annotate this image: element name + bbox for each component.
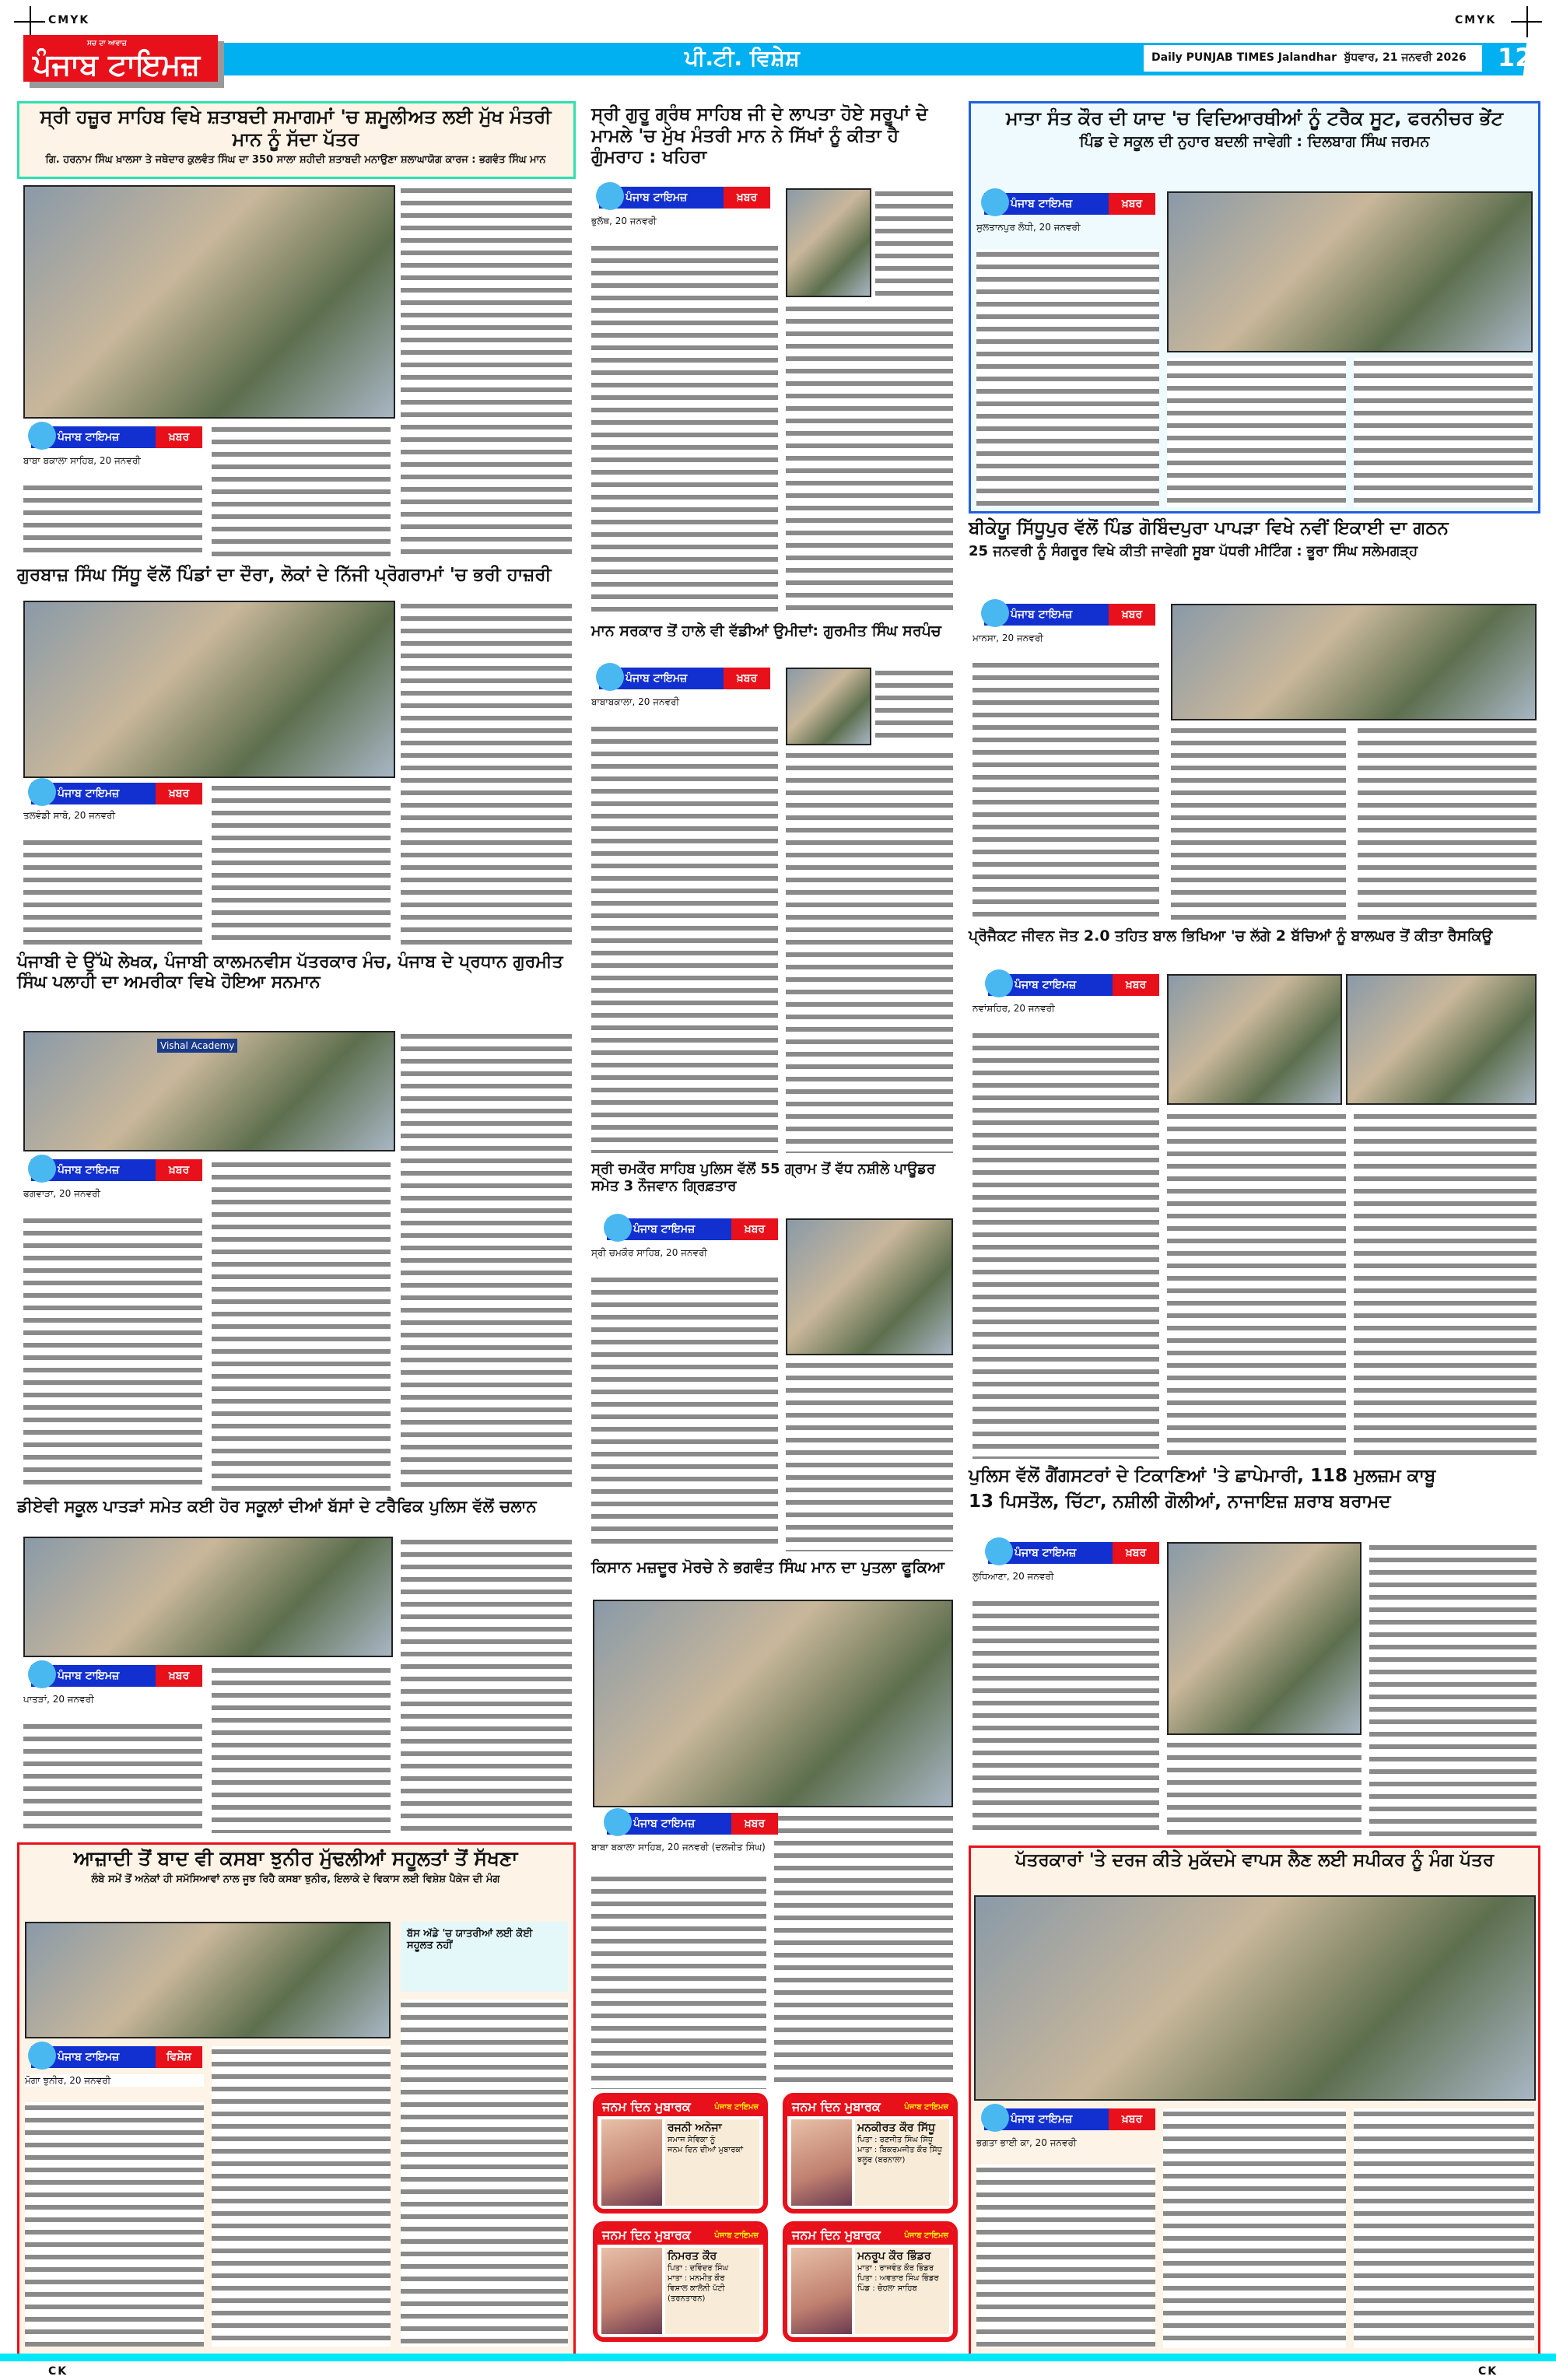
story-dateline: ਮੋਗਾ ਝੁਨੀਰ, 20 ਜਨਵਰੀ	[25, 2074, 204, 2087]
body-text	[786, 750, 953, 1153]
subheadline: ਗਿ. ਹਰਨਾਮ ਸਿੰਘ ਖ਼ਾਲਸਾ ਤੇ ਜਥੇਦਾਰ ਕੁਲਵੰਤ ਸਿੰਘ ਦਾ 350 ਸਾਲਾ ਸ਼ਹੀਦੀ ਸ਼ਤਾਬਦੀ ਮਨਾਉਣਾ ਸ਼ਲਾਘਾਯੋਗ ਕਾਰਜ : ਭਗਵੰਤ ਸਿੰਘ ਮਾਨ	[45, 153, 546, 166]
badge-label: ਵਿਸ਼ੇਸ਼	[156, 2046, 202, 2068]
ad-brand: ਪੰਜਾਬ ਟਾਇਮਜ਼	[904, 2231, 948, 2240]
body-text	[212, 424, 391, 556]
person-name: ਮਨਕੀਰਤ ਕੌਰ ਸਿੱਧੂ	[857, 2122, 935, 2134]
headline: ਸ੍ਰੀ ਹਜ਼ੂਰ ਸਾਹਿਬ ਵਿਖੇ ਸ਼ਤਾਬਦੀ ਸਮਾਗਮਾਂ 'ਚ ਸ਼ਮੂਲੀਅਤ ਲਈ ਮੁੱਖ ਮੰਤਰੀ ਮਾਨ ਨੂੰ ਸੱਦਾ ਪੱਤਰ	[40, 106, 552, 150]
registration-mark	[14, 21, 45, 23]
ad-line: ਮਾਤਾ : ਰਾਜਵੰਤ ਕੌਰ ਭਿੰਡਰ	[857, 2264, 934, 2273]
badge-label: ਖ਼ਬਰ	[1113, 974, 1159, 996]
story-dateline: ਪਾਤੜਾਂ, 20 ਜਨਵਰੀ	[23, 1693, 202, 1705]
body-text	[401, 601, 572, 946]
body-text	[875, 668, 953, 745]
body-text	[972, 1598, 1159, 1838]
headline: ਸ੍ਰੀ ਗੁਰੂ ਗ੍ਰੰਥ ਸਾਹਿਬ ਜੀ ਦੇ ਲਾਪਤਾ ਹੋਏ ਸਰੂਪਾਂ ਦੇ ਮਾਮਲੇ 'ਚ ਮੁੱਖ ਮੰਤਰੀ ਮਾਨ ਨੇ ਸਿੱਖਾਂ ਨੂੰ ਕੀਤਾ ਹੈ ਗੁੰਮਰਾਹ : ਖਹਿਰਾ	[591, 104, 928, 168]
body-text	[23, 837, 202, 946]
subheadline: ਲੰਬੇ ਸਮੇਂ ਤੋਂ ਅਨੇਕਾਂ ਹੀ ਸਮੱਸਿਆਵਾਂ ਨਾਲ ਜੂਝ ਰਿਹੈ ਕਸਬਾ ਝੁਨੀਰ, ਇਲਾਕੇ ਦੇ ਵਿਕਾਸ ਲਈ ਵਿਸ਼ੇਸ਼ ਪੈਕੇਜ ਦੀ ਮੰਗ	[91, 1874, 500, 1885]
badge-brand: ਪੰਜਾਬ ਟਾਇਮਜ਼	[599, 187, 724, 209]
issue-date: ਬੁੱਧਵਾਰ, 21 ਜਨਵਰੀ 2026	[1344, 51, 1467, 64]
badge-brand: ਪੰਜਾਬ ਟਾਇਮਜ਼	[607, 1813, 731, 1835]
body-text	[25, 2102, 204, 2347]
body-text	[972, 1030, 1159, 1459]
headline: ਗੁਰਬਾਜ਼ ਸਿੰਘ ਸਿੱਧੂ ਵੱਲੋਂ ਪਿੰਡਾਂ ਦਾ ਦੌਰਾ, ਲੋਕਾਂ ਦੇ ਨਿੱਜੀ ਪ੍ਰੋਗਰਾਮਾਂ 'ਚ ਭਰੀ ਹਾਜ਼ਰੀ	[17, 565, 552, 585]
ad-line: ਪਿੰਡ : ਚੋਹਲਾ ਸਾਹਿਬ	[857, 2284, 917, 2293]
portrait-photo	[601, 2119, 662, 2206]
story-dateline: ਭਗਤਾ ਭਾਈ ਕਾ, 20 ਜਨਵਰੀ	[976, 2136, 1155, 2149]
story-dateline: ਸ੍ਰੀ ਚਮਕੌਰ ਸਾਹਿਬ, 20 ਜਨਵਰੀ	[591, 1246, 778, 1259]
badge-brand: ਪੰਜਾਬ ਟਾਇਮਜ਼	[599, 668, 724, 689]
news-badge	[988, 1542, 1159, 1564]
badge-brand: ਪੰਜਾਬ ਟਾਇਮਜ਼	[984, 604, 1109, 626]
headline-group	[17, 565, 576, 587]
ad-line: ਪਿਤਾ : ਦਵਿੰਦਰ ਸਿੰਘ	[668, 2264, 729, 2273]
story-photo	[25, 1922, 391, 2038]
badge-brand: ਪੰਜਾਬ ਟਾਇਮਜ਼	[31, 1159, 156, 1181]
body-text	[875, 188, 953, 300]
photo-banner-text: Vishal Academy	[157, 1039, 237, 1053]
badge-label: ਖ਼ਬਰ	[724, 187, 770, 209]
portrait-photo	[601, 2248, 662, 2334]
body-text	[212, 2046, 391, 2347]
news-badge	[31, 783, 202, 804]
subheadline: 25 ਜਨਵਰੀ ਨੂੰ ਸੰਗਰੂਰ ਵਿਖੇ ਕੀਤੀ ਜਾਵੇਗੀ ਸੂਬਾ ਪੱਧਰੀ ਮੀਟਿੰਗ : ਭੂਰਾ ਸਿੰਘ ਸਲੇਮਗੜ੍ਹ	[969, 542, 1418, 559]
body-text	[591, 1874, 766, 2089]
news-badge	[988, 974, 1159, 996]
body-text	[401, 2000, 568, 2347]
body-text	[1163, 2108, 1346, 2348]
subheadline: 13 ਪਿਸਤੌਲ, ਚਿੱਟਾ, ਨਸ਼ੀਲੀ ਗੋਲੀਆਂ, ਨਾਜਾਇਜ਼ ਸ਼ਰਾਬ ਬਰਾਮਦ	[969, 1491, 1391, 1512]
body-text	[401, 1537, 572, 1833]
body-text	[591, 724, 778, 1153]
badge-label: ਖ਼ਬਰ	[156, 1159, 202, 1181]
registration-mark	[1511, 21, 1542, 23]
headline-group	[976, 1850, 1533, 1872]
headline-group	[591, 1161, 953, 1194]
person-name: ਨਿਮਰਤ ਕੌਰ	[668, 2250, 717, 2263]
story-dateline: ਮਾਨਸਾ, 20 ਜਨਵਰੀ	[972, 632, 1159, 644]
dateline-box	[1144, 45, 1482, 72]
headline: ਪੁਲਿਸ ਵੱਲੋਂ ਗੈਂਗਸਟਰਾਂ ਦੇ ਟਿਕਾਣਿਆਂ 'ਤੇ ਛਾਪੇਮਾਰੀ, 118 ਮੁਲਜ਼ਮ ਕਾਬੂ	[969, 1466, 1436, 1486]
newspaper-logo	[23, 35, 218, 82]
headline: ਪੱਤਰਕਾਰਾਂ 'ਤੇ ਦਰਜ ਕੀਤੇ ਮੁਕੱਦਮੇ ਵਾਪਸ ਲੈਣ ਲਈ ਸਪੀਕਰ ਨੂੰ ਮੰਗ ਪੱਤਰ	[1015, 1850, 1495, 1870]
news-badge	[31, 2046, 202, 2068]
ad-line: ਪਿਤਾ : ਅਵਤਾਰ ਸਿੰਘ ਭਿੰਡਰ	[857, 2274, 939, 2283]
headline-group	[591, 104, 953, 169]
badge-brand: ਪੰਜਾਬ ਟਾਇਮਜ਼	[31, 2046, 156, 2068]
news-badge	[31, 1665, 202, 1687]
body-text	[1167, 1111, 1346, 1459]
news-badge	[599, 668, 770, 689]
news-badge	[984, 604, 1155, 626]
story-dateline: ਭੁਲੱਥ, 20 ਜਨਵਰੀ	[591, 215, 778, 227]
paper-name: Daily PUNJAB TIMES Jalandhar	[1151, 51, 1337, 64]
story-photo	[786, 1218, 953, 1355]
badge-label: ਖ਼ਬਰ	[156, 783, 202, 804]
headline-group	[969, 518, 1540, 560]
ad-brand: ਪੰਜਾਬ ਟਾਇਮਜ਼	[904, 2102, 948, 2112]
body-text	[212, 1159, 391, 1491]
cmyk-label-right: CMYK	[1455, 14, 1497, 26]
badge-brand: ਪੰਜਾਬ ਟਾਇਮਜ਼	[984, 193, 1109, 215]
body-text	[1354, 1111, 1537, 1459]
story-photo	[1167, 191, 1533, 352]
story-photo	[1167, 1542, 1362, 1735]
ad-line: ਮਾਤਾ : ਮਨਮੀਤ ਕੌਰ	[668, 2274, 725, 2283]
story-dateline: ਬਾਬਾ ਬਕਾਲਾ ਸਾਹਿਬ, 20 ਜਨਵਰੀ (ਦਲਜੀਤ ਸਿੰਘ)	[591, 1842, 766, 1852]
portrait-photo	[791, 2119, 852, 2206]
headline: ਸ੍ਰੀ ਚਮਕੌਰ ਸਾਹਿਬ ਪੁਲਿਸ ਵੱਲੋਂ 55 ਗ੍ਰਾਮ ਤੋਂ ਵੱਧ ਨਸ਼ੀਲੇ ਪਾਊਡਰ ਸਮੇਤ 3 ਨੌਜਵਾਨ ਗ੍ਰਿਫ਼ਤਾਰ	[591, 1161, 936, 1194]
news-badge	[984, 193, 1155, 215]
ad-title: ਜਨਮ ਦਿਨ ਮੁਬਾਰਕ	[602, 2099, 691, 2114]
birthday-ad	[783, 2093, 958, 2214]
birthday-ad	[783, 2221, 958, 2342]
badge-label: ਖ਼ਬਰ	[724, 668, 770, 689]
headline-group	[17, 952, 576, 994]
badge-label: ਖ਼ਬਰ	[156, 1665, 202, 1687]
badge-label: ਖ਼ਬਰ	[1109, 2108, 1155, 2130]
story-photo	[593, 1600, 953, 1807]
story-photo	[23, 601, 395, 778]
ck-label-left: CK	[48, 2365, 68, 2378]
cmyk-label-left: CMYK	[48, 14, 90, 26]
news-badge	[599, 187, 770, 209]
headline-group	[969, 1466, 1540, 1512]
body-text	[1167, 358, 1346, 507]
story-photo	[23, 1031, 395, 1151]
body-text	[591, 243, 778, 618]
headline: ਡੀਏਵੀ ਸਕੂਲ ਪਾਤੜਾਂ ਸਮੇਤ ਕਈ ਹੋਰ ਸਕੂਲਾਂ ਦੀਆਂ ਬੱਸਾਂ ਦੇ ਟਰੈਫਿਕ ਪੁਲਿਸ ਵੱਲੋਂ ਚਲਾਨ	[17, 1497, 537, 1516]
logo-tagline: ਸਚ ਦਾ ਆਵਾਜ਼	[87, 40, 127, 47]
news-badge	[31, 426, 202, 448]
body-text	[23, 482, 202, 556]
badge-label: ਖ਼ਬਰ	[731, 1218, 778, 1240]
ad-title: ਜਨਮ ਦਿਨ ਮੁਬਾਰਕ	[792, 2099, 881, 2114]
news-badge	[31, 1159, 202, 1181]
story-dateline: ਬਾਬਾ ਬਕਾਲਾ ਸਾਹਿਬ, 20 ਜਨਵਰੀ	[23, 454, 202, 467]
headline-group	[17, 1497, 576, 1516]
ck-label-right: CK	[1478, 2365, 1498, 2378]
badge-brand: ਪੰਜਾਬ ਟਾਇਮਜ਼	[31, 1665, 156, 1687]
badge-brand: ਪੰਜਾਬ ਟਾਇਮਜ਼	[984, 2108, 1109, 2130]
body-text	[1358, 725, 1537, 921]
ad-brand: ਪੰਜਾਬ ਟਾਇਮਜ਼	[714, 2231, 759, 2240]
person-name: ਮਨਰੂਪ ਕੌਰ ਭਿੰਡਰ	[857, 2250, 931, 2263]
ad-title: ਜਨਮ ਦਿਨ ਮੁਬਾਰਕ	[792, 2228, 881, 2242]
page-number: 12	[1498, 43, 1533, 72]
body-text	[401, 1031, 572, 1491]
story-photo	[1171, 604, 1537, 720]
badge-brand: ਪੰਜਾਬ ਟਾਇਮਜ਼	[988, 1542, 1113, 1564]
body-text	[786, 1360, 953, 1551]
ad-line: ਪਿਤਾ : ਰਣਜੀਤ ਸਿੰਘ ਸਿੱਧੂ	[857, 2136, 934, 2144]
body-text	[23, 1721, 202, 1833]
body-text	[774, 1813, 953, 2089]
news-badge	[607, 1813, 778, 1835]
body-text	[972, 660, 1159, 921]
story-dateline: ਲੁਧਿਆਣਾ, 20 ਜਨਵਰੀ	[972, 1570, 1159, 1583]
badge-label: ਖ਼ਬਰ	[1113, 1542, 1159, 1564]
headline-group	[23, 1847, 568, 1886]
body-text	[1369, 1542, 1537, 1838]
headline: ਮਾਨ ਸਰਕਾਰ ਤੋਂ ਹਾਲੇ ਵੀ ਵੱਡੀਆਂ ਉਮੀਦਾਂ: ਗੁਰਮੀਤ ਸਿੰਘ ਸਰਪੰਚ	[591, 622, 941, 640]
body-text	[401, 185, 572, 556]
story-photo	[1167, 974, 1342, 1105]
badge-label: ਖ਼ਬਰ	[1109, 193, 1155, 215]
headline-group	[23, 106, 568, 166]
badge-brand: ਪੰਜਾਬ ਟਾਇਮਜ਼	[988, 974, 1113, 996]
headline: ਮਾਤਾ ਸੰਤ ਕੌਰ ਦੀ ਯਾਦ 'ਚ ਵਿਦਿਆਰਥੀਆਂ ਨੂੰ ਟਰੈਕ ਸੂਟ, ਫਰਨੀਚਰ ਭੇਂਟ	[1005, 107, 1503, 129]
body-text	[1167, 1740, 1362, 1838]
ad-line: ਮਾਤਾ : ਬਿਕਰਮਜੀਤ ਕੌਰ ਸਿੱਧੂ	[857, 2146, 942, 2154]
logo-text: ਪੰਜਾਬ ਟਾਇਮਜ਼	[33, 47, 201, 82]
body-text	[976, 2164, 1155, 2348]
story-photo	[23, 1537, 393, 1657]
ad-title: ਜਨਮ ਦਿਨ ਮੁਬਾਰਕ	[602, 2228, 691, 2242]
story-photo	[974, 1895, 1536, 2101]
body-text	[1354, 2108, 1534, 2348]
body-text	[1354, 358, 1533, 507]
story-dateline: ਨਵਾਂਸ਼ਹਿਰ, 20 ਜਨਵਰੀ	[972, 1002, 1159, 1015]
section-title: ਪੀ.ਟੀ. ਵਿਸ਼ੇਸ਼	[685, 45, 800, 71]
ad-line: ਸਮਾਜ ਸੇਵਿਕਾ ਨੂੰ	[668, 2136, 716, 2144]
headline-group	[591, 622, 957, 640]
headline-group	[591, 1558, 957, 1576]
headline: ਪ੍ਰੋਜੈਕਟ ਜੀਵਨ ਜੋਤ 2.0 ਤਹਿਤ ਬਾਲ ਭਿਖਿਆ 'ਚ ਲੱਗੇ 2 ਬੱਚਿਆਂ ਨੂੰ ਬਾਲਘਰ ਤੋਂ ਕੀਤਾ ਰੈਸਕਿਊ	[969, 927, 1493, 945]
headline: ਕਿਸਾਨ ਮਜ਼ਦੂਰ ਮੋਰਚੇ ਨੇ ਭਗਵੰਤ ਸਿੰਘ ਮਾਨ ਦਾ ਪੁਤਲਾ ਫੂਕਿਆ	[591, 1558, 944, 1576]
news-badge	[607, 1218, 778, 1240]
subheadline: ਪਿੰਡ ਦੇ ਸਕੂਲ ਦੀ ਨੁਹਾਰ ਬਦਲੀ ਜਾਵੇਗੀ : ਦਿਲਬਾਗ ਸਿੰਘ ਜਰਮਨ	[1079, 132, 1430, 150]
badge-label: ਖ਼ਬਰ	[731, 1813, 778, 1835]
badge-brand: ਪੰਜਾਬ ਟਾਇਮਜ਼	[31, 783, 156, 804]
story-photo	[786, 188, 871, 297]
body-text	[1171, 725, 1346, 921]
body-text	[212, 783, 391, 946]
story-photo	[23, 185, 395, 419]
headline-group	[976, 107, 1533, 152]
story-photo	[1346, 974, 1537, 1105]
story-photo	[786, 668, 871, 745]
body-text	[23, 1215, 202, 1491]
badge-brand: ਪੰਜਾਬ ਟਾਇਮਜ਼	[31, 426, 156, 448]
story-dateline: ਸੁਲਤਾਨਪੁਰ ਲੋਧੀ, 20 ਜਨਵਰੀ	[976, 221, 1159, 233]
body-text	[591, 1274, 778, 1551]
ad-line: ਵਿਸ਼ਾਲ ਕਾਲੋਨੀ ਪੱਟੀ (ਤਰਨਤਾਰਨ)	[668, 2284, 725, 2303]
portrait-photo	[791, 2248, 852, 2334]
birthday-ad	[593, 2221, 768, 2342]
body-text	[212, 1665, 391, 1833]
badge-label: ਖ਼ਬਰ	[156, 426, 202, 448]
headline-group	[969, 927, 1540, 945]
story-dateline: ਤਲਵੰਡੀ ਸਾਬੋ, 20 ਜਨਵਰੀ	[23, 809, 202, 822]
body-text	[786, 303, 953, 618]
person-name: ਰਜਨੀ ਅਨੇਜਾ	[668, 2122, 722, 2134]
headline: ਪੰਜਾਬੀ ਦੇ ਉੱਘੇ ਲੇਖਕ, ਪੰਜਾਬੀ ਕਾਲਮਨਵੀਸ ਪੱਤਰਕਾਰ ਮੰਚ, ਪੰਜਾਬ ਦੇ ਪ੍ਰਧਾਨ ਗੁਰਮੀਤ ਸਿੰਘ ਪਲਾਹੀ ਦਾ ਅਮਰੀਕਾ ਵਿਖੇ ਹੋਇਆ ਸਨਮਾਨ	[17, 952, 563, 993]
footer-band	[0, 2354, 1556, 2361]
headline: ਬੀਕੇਯੂ ਸਿੱਧੂਪੁਰ ਵੱਲੋਂ ਪਿੰਡ ਗੋਬਿੰਦਪੁਰਾ ਪਾਪੜਾ ਵਿਖੇ ਨਵੀਂ ਇਕਾਈ ਦਾ ਗਠਨ	[969, 518, 1449, 538]
story-dateline: ਫਗਵਾੜਾ, 20 ਜਨਵਰੀ	[23, 1187, 202, 1200]
birthday-ad	[593, 2093, 768, 2214]
headline: ਆਜ਼ਾਦੀ ਤੋਂ ਬਾਦ ਵੀ ਕਸਬਾ ਝੁਨੀਰ ਮੁੱਢਲੀਆਂ ਸਹੂਲਤਾਂ ਤੋਂ ਸੱਖਣਾ	[73, 1847, 518, 1870]
ad-brand: ਪੰਜਾਬ ਟਾਇਮਜ਼	[714, 2102, 759, 2112]
badge-label: ਖ਼ਬਰ	[1109, 604, 1155, 626]
ad-line: ਝਲੂਰ (ਬਰਨਾਲਾ)	[857, 2156, 906, 2164]
story-dateline: ਬਾਬਾਬਕਾਲਾ, 20 ਜਨਵਰੀ	[591, 696, 778, 708]
ad-line: ਜਨਮ ਦਿਨ ਦੀਆਂ ਮੁਬਾਰਕਾਂ	[668, 2146, 744, 2154]
badge-brand: ਪੰਜਾਬ ਟਾਇਮਜ਼	[607, 1218, 731, 1240]
callout-box: ਬੱਸ ਅੱਡੇ 'ਚ ਯਾਤਰੀਆਂ ਲਈ ਕੋਈ ਸਹੂਲਤ ਨਹੀਂ	[401, 1922, 568, 1992]
body-text	[976, 249, 1159, 507]
news-badge	[984, 2108, 1155, 2130]
